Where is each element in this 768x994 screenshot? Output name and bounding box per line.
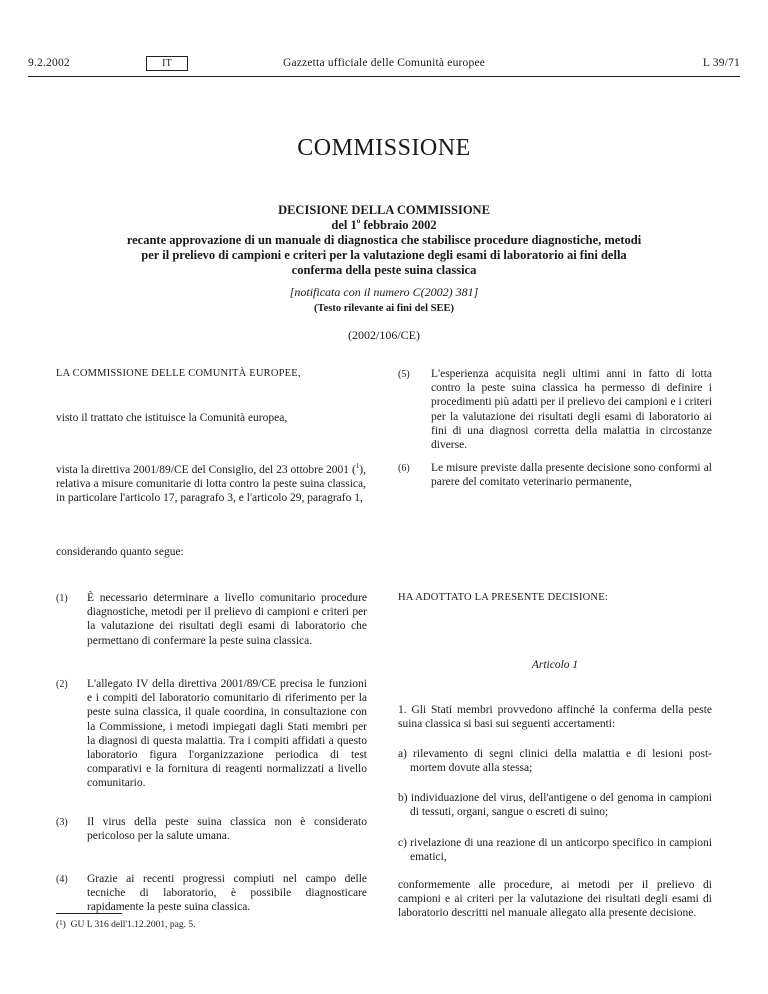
decision-heading <box>0 203 768 278</box>
recital-number: (3) <box>56 817 68 828</box>
recital-number: (2) <box>56 679 68 690</box>
page-reference: L 39/71 <box>702 57 740 69</box>
decision-subject-line-2: per il prelievo di campioni e criteri per la valutazione degli esami di laboratorio ai fini della <box>141 248 627 262</box>
eea-relevance: (Testo rilevante ai fini del SEE) <box>314 303 454 314</box>
footnote-rule <box>56 913 122 914</box>
language-badge: IT <box>146 56 188 71</box>
section-heading: COMMISSIONE <box>297 135 471 161</box>
recital-text: Il virus della peste suina classica non è considerato pericoloso per la salute umana. <box>87 816 367 843</box>
recital-number: (5) <box>398 369 410 380</box>
recital-text: L'allegato IV della direttiva 2001/89/CE precisa le funzioni e i compiti del laboratorio comunitario di riferimento per la peste suina classica, il quale coordina, in consultazione con la Commissione, i metodi impiegati dagli Stati membri per la diagnosi di questa malattia. Tra i compiti affidati a questo laboratorio figura l'organizzazione periodica di test comparativi e la fornitura di reagenti normalizzati a livello comunitario. <box>87 678 367 790</box>
header-date: 9.2.2002 <box>28 57 70 69</box>
list-item: b) individuazione del virus, dell'antigene o del genoma in campioni di tessuti, organi, sangue o escreti di suino; <box>398 792 712 819</box>
article-closing: conformemente alle procedure, ai metodi per il prelievo di campioni e ai criteri per la valutazione dei risultati degli esami di laboratorio descritti nel manuale allegato alla presente decisione. <box>398 879 712 920</box>
list-item: c) rivelazione di una reazione di un anticorpo specifico in campioni ematici, <box>398 837 712 864</box>
notification-number: [notificata con il numero C(2002) 381] <box>289 285 479 299</box>
list-item: a) rilevamento di segni clinici della malattia e di lesioni post-mortem dovute alla stessa; <box>398 748 712 775</box>
recital-text: È necessario determinare a livello comunitario procedure diagnostiche, metodi per il prelievo di campioni e criteri per la valutazione dei risultati degli esami di laboratorio che permettano di confermare la peste suina classica. <box>87 592 367 647</box>
decision-title: DECISIONE DELLA COMMISSIONE <box>278 203 490 217</box>
article-paragraph-1: 1. Gli Stati membri provvedono affinché la conferma della peste suina classica si basi sui seguenti accertamenti: <box>398 704 712 731</box>
preamble-intro: LA COMMISSIONE DELLE COMUNITÀ EUROPEE, <box>56 368 301 379</box>
recital-text: Le misure previste dalla presente decisione sono conformi al parere del comitato veterinario permanente, <box>431 462 712 489</box>
recital-number: (6) <box>398 463 410 474</box>
considering-label: considerando quanto segue: <box>56 546 184 558</box>
preamble-treaty: visto il trattato che istituisce la Comunità europea, <box>56 412 288 424</box>
decision-subject-line-1: recante approvazione di un manuale di diagnostica che stabilisce procedure diagnostiche, metodi <box>126 233 642 247</box>
footnote: ($^1$) GU L 316 dell'1.12.2001, pag. 5. <box>56 919 196 930</box>
article-heading: Articolo 1 <box>531 659 579 671</box>
header-rule <box>28 76 740 77</box>
decision-code: (2002/106/CE) <box>348 328 420 342</box>
recital-text: L'esperienza acquisita negli ultimi anni in fatto di lotta contro la peste suina classica ha permesso di definire i procedimenti più adatti per il prelievo dei campioni e i criteri per la valutazione dei risultati degli esami di laboratorio ai fini di una diagnosi corretta della malattia in circostanze diverse. <box>431 368 713 452</box>
preamble-directive: vista la direttiva 2001/89/CE del Consiglio, del 23 ottobre 2001 ($^1$), relativa a misure comunitarie di lotta contro la peste suina classica, in particolare l'articolo 17, paragrafo 3, e l'articolo 29, paragrafo 1, <box>56 462 366 505</box>
recital-number: (1) <box>56 593 68 604</box>
recital-number: (4) <box>56 874 68 885</box>
decision-date: del 1$^o$ febbraio 2002 <box>331 217 437 232</box>
journal-title: Gazzetta ufficiale delle Comunità europee <box>282 57 486 69</box>
adopted-statement: HA ADOTTATO LA PRESENTE DECISIONE: <box>398 592 608 603</box>
decision-subject-line-3: conferma della peste suina classica <box>291 263 477 277</box>
recital-text: Grazie ai recenti progressi compiuti nel campo delle tecniche di laboratorio, è possibile diagnosticare rapidamente la peste suina classica. <box>87 873 367 914</box>
